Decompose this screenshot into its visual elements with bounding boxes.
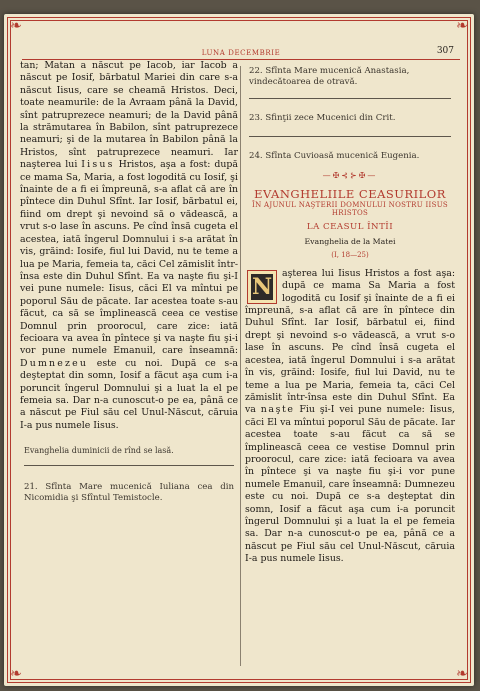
ornament-divider-icon: —✠⊰⊱✠— [322,171,378,180]
text-run: este cu noi. După ce s-a deşteptat din somn, Iosif a făcut aşa cum i-a poruncit îngerul Domnului şi a luat la el pe femeia sa. Dar n-a cunoscut-o pe ea, până ce a născut pe Fiul său cel Unul-Născut, căruia I-a pus numele Iisus. [20,357,238,431]
corner-ornament-icon: ❧ [456,18,468,34]
running-header [22,43,460,61]
gospel-text [245,268,455,566]
genealogy-text [20,60,238,432]
text-run: Hristos, aşa a fost: după ce mama Sa, Maria, a fost logodită cu Iosif, şi înainte de a fi ei împreună, s-a aflat că are în pîntece din Duhul Sfînt. Iar Iosif, bărbatul ei, fiind om drept şi nevoind să o vădească, a vrut s-o lase în ascuns. Pe cînd însă cugeta el acestea, iată îngerul Domnului i s-a arătat în vis, grăind: Iosife, fiul lui David, nu te teme a lua pe Maria, femeia ta, căci Cel zămislit într-însa este din Duhul Sfînt. Ea va naşte fiu şi-I vei pune numele: Iisus, căci El va mîntui pe poporul Său de păcate. Iar acestea toate s-au făcut, ca să se împlinească ceea ce vestise Domnul prin proorocul, care zice: iată fecioara va avea în pîntece şi va naşte fiu şi-i vor pune numele Emanuil, care înseamnă: [20,159,239,357]
drop-cap-letter: N [251,273,273,300]
spaced-word: Dumnezeu [20,357,89,369]
rubric-note: Evanghelia duminicii de rînd se lasă. [24,446,174,456]
text-run: Fiu şi-I vei pune numele: Iisus, căci El va mîntui poporul Său de păcate. Iar acestea toate s-au făcut ca să se împlinească ceea ce vestise Domnul prin proorocul, care zice: iată fecioara va avea în pîntece şi va naşte fiu şi-i vor pune numele Emanuil, care înseamnă: Dumnezeu este cu noi. După ce s-a deşteptat din somn, Iosif a făcut aşa cum i-a poruncit îngerul Domnului şi a luat la el pe femeia sa. Dar n-a cunoscut-o pe ea, până ce a născut pe Fiul său cel Unul-Născut, căruia I-a pus numele Iisus. [245,404,455,565]
book-page [4,14,474,686]
corner-ornament-icon: ❧ [10,18,22,34]
corner-ornament-icon: ❧ [10,666,22,682]
corner-ornament-icon: ❧ [456,666,468,682]
spaced-word: Iisus [81,159,115,171]
running-title: LUNA DECEMBRIE [201,49,281,57]
gospel-hour-heading: LA CEASUL ÎNTÎI [306,221,394,232]
text-run: tan; Matan a născut pe Iacob, iar Iacob a născut pe Iosif, bărbatul Mariei din care s-a născut Iisus, care se cheamă Hristos. Deci, toate neamurile: de la Avraam până la David, sînt patruprezece neamuri; de la David până la strămutarea în Babilon, sînt patruprezece neamuri; şi de la mutarea în Babilon până la Hristos, sînt patruprezece neamuri. Iar naşterea lui [20,60,238,171]
right-column [245,60,455,566]
gospel-subheading: ÎN AJUNUL NAŞTERII DOMNULUI NOSTRU IISUS HRISTOS [252,200,448,218]
feast-entry-23: 23. Sfinţii zece Mucenici din Crit. [249,113,396,123]
left-column [20,60,238,504]
page-number: 307 [436,46,454,56]
feast-entry-21: 21. Sfînta Mare mucenică Iuliana cea din Nicomidia şi Sfîntul Temistocle. [24,481,234,503]
text-run: aşterea lui Iisus Hristos a fost aşa: după ce mama Sa Maria a fost logodită cu Iosif şi înainte de a fi ei împreună, s-a aflat că are în pîntece din Duhul Sfînt. Iar Iosif, bărbatul ei, fiind drept şi nevoind s-o vădească, a vrut s-o lase în ascuns. Pe cînd însă cugeta el acestea, iată îngerul Domnului i s-a arătat în vis, grăind: Iosife, fiul lui David, nu te teme a lua pe Maria, femeia ta, căci Cel zămislit într-însa este din Duhul Sfînt. Ea va [245,267,455,416]
gospel-reference: (I, 18—25) [331,251,369,260]
column-divider [240,66,241,666]
gospel-source: Evanghelia de la Matei [304,237,396,247]
feast-entry-22: 22. Sfînta Mare mucenică Anastasia, vindecătoarea de otravă. [249,66,410,87]
spaced-word: naşte [260,404,295,416]
feast-entry-24: 24. Sfînta Cuvioasă mucenică Eugenia. [249,151,420,161]
drop-cap-icon [247,270,277,304]
gospel-heading: EVANGHELIILE CEASURILOR [254,187,446,202]
